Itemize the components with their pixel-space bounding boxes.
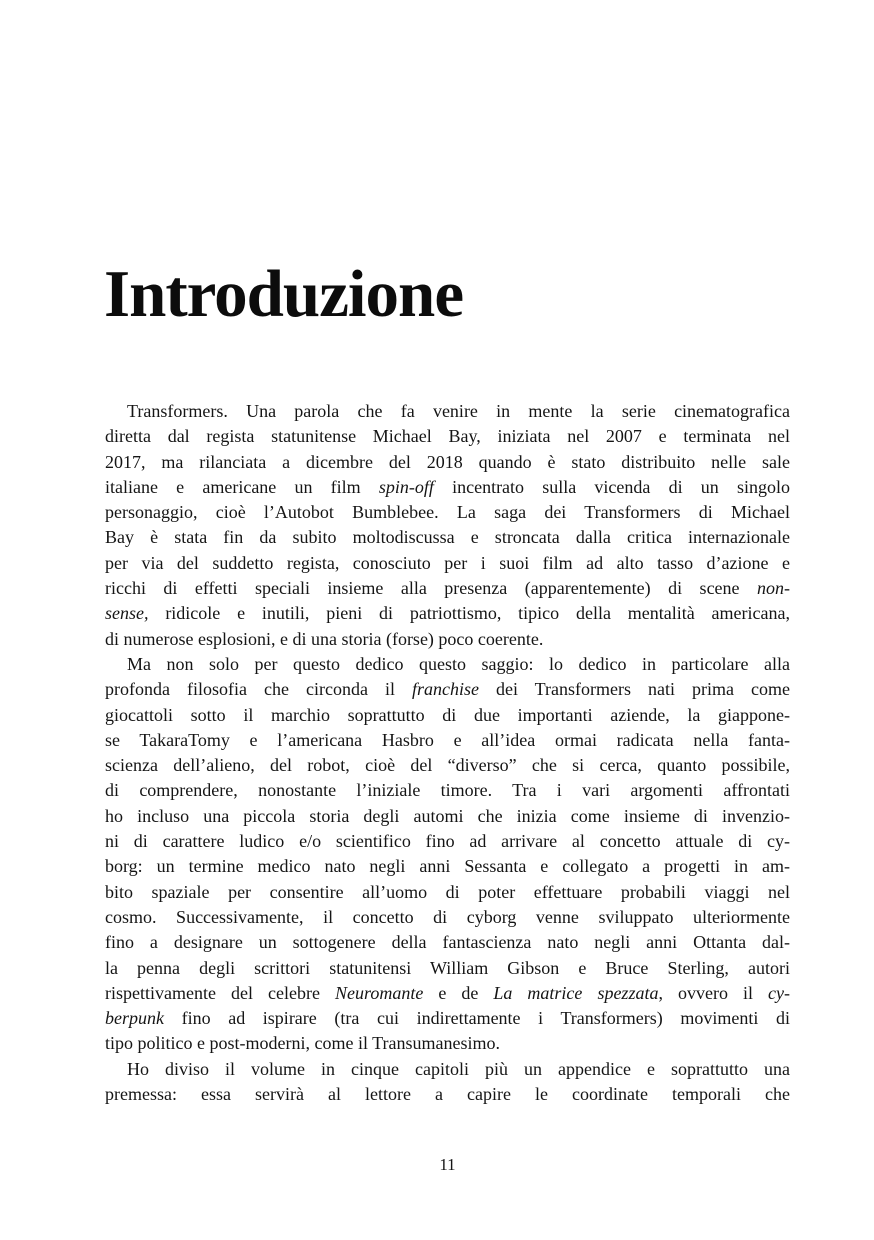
text-segment: ho incluso una piccola storia degli automi che inizia come insieme di invenzio- xyxy=(105,805,790,826)
text-line xyxy=(105,778,790,803)
text-line xyxy=(105,1057,790,1082)
text-segment: dei Transformers nati prima come xyxy=(478,679,790,700)
text-line xyxy=(105,728,790,753)
text-segment: profonda filosofia che circonda il xyxy=(105,679,412,700)
text-line xyxy=(105,500,790,525)
text-segment: per via del suddetto regista, conosciuto per i suoi film ad alto tasso d’azione e xyxy=(105,552,790,573)
text-segment: di numerose esplosioni, e di una storia (forse) poco coerente. xyxy=(105,628,544,649)
text-segment: e de xyxy=(423,982,494,1003)
text-line xyxy=(105,450,790,475)
text-line xyxy=(105,576,790,601)
italic-text-segment: La matrice spezzata xyxy=(493,982,659,1003)
text-segment: bito spaziale per consentire all’uomo di poter effettuare probabili viaggi nel xyxy=(105,881,790,902)
text-segment: di comprendere, nonostante l’iniziale timore. Tra i vari argomenti affrontati xyxy=(105,780,790,801)
text-line xyxy=(105,753,790,778)
text-line xyxy=(105,829,790,854)
text-segment: personaggio, cioè l’Autobot Bumblebee. La saga dei Transformers di Michael xyxy=(105,502,790,523)
chapter-title: Introduzione xyxy=(104,257,464,331)
text-segment: fino ad ispirare (tra cui indirettamente i Transformers) movimenti di xyxy=(163,1008,790,1029)
text-line xyxy=(105,905,790,930)
text-line xyxy=(105,399,790,424)
text-line xyxy=(105,551,790,576)
text-segment: , ovvero il xyxy=(658,982,769,1003)
text-segment: 2017, ma rilanciata a dicembre del 2018 quando è stato distribuito nelle sale xyxy=(105,451,790,472)
text-segment: borg: un termine medico nato negli anni Sessanta e collegato a progetti in am- xyxy=(105,856,790,877)
text-segment: ridicole e inutili, pieni di patriottismo, tipico della mentalità americana, xyxy=(148,603,790,624)
text-segment: fino a designare un sottogenere della fantascienza nato negli anni Ottanta dal- xyxy=(105,932,790,953)
text-line xyxy=(105,880,790,905)
text-line xyxy=(105,424,790,449)
page-number: 11 xyxy=(439,1155,456,1174)
text-line xyxy=(105,677,790,702)
italic-text-segment: spin-off xyxy=(378,476,434,497)
text-segment: ni di carattere ludico e/o scientifico fino ad arrivare al concetto attuale di cy- xyxy=(105,831,790,852)
text-segment: tipo politico e post-moderni, come il Transumanesimo. xyxy=(105,1033,500,1054)
italic-text-segment: sense, xyxy=(105,603,149,624)
text-line xyxy=(105,804,790,829)
text-segment: Ho diviso il volume in cinque capitoli più un appendice e soprattutto una xyxy=(127,1058,790,1079)
text-segment: Bay è stata fin da subito moltodiscussa e stroncata dalla critica internazionale xyxy=(105,527,790,548)
text-segment: scienza dell’alieno, del robot, cioè del “diverso” che si cerca, quanto possibile, xyxy=(105,755,790,776)
text-line xyxy=(105,930,790,955)
text-segment: rispettivamente del celebre xyxy=(105,982,335,1003)
italic-text-segment: non- xyxy=(757,578,790,599)
text-segment: Transformers. Una parola che fa venire in mente la serie cinematografica xyxy=(127,401,790,421)
text-segment: premessa: essa servirà al lettore a capire le coordinate temporali che xyxy=(105,1084,790,1105)
text-segment: ricchi di effetti speciali insieme alla presenza (apparentemente) di scene xyxy=(105,578,757,599)
text-segment: giocattoli sotto il marchio soprattutto di due importanti aziende, la giappone- xyxy=(105,704,790,725)
italic-text-segment: franchise xyxy=(411,679,479,700)
text-line xyxy=(105,956,790,981)
text-segment: diretta dal regista statunitense Michael Bay, iniziata nel 2007 e terminata nel xyxy=(105,426,790,447)
text-line xyxy=(105,475,790,500)
text-line xyxy=(105,627,790,652)
text-line xyxy=(105,525,790,550)
text-line xyxy=(105,1006,790,1031)
text-segment: la penna degli scrittori statunitensi William Gibson e Bruce Sterling, autori xyxy=(105,957,790,978)
italic-text-segment: Neuromante xyxy=(335,982,424,1003)
text-line xyxy=(105,601,790,626)
text-segment: cosmo. Successivamente, il concetto di cyborg venne sviluppato ulteriormente xyxy=(105,906,790,927)
text-segment: incentrato sulla vicenda di un singolo xyxy=(433,476,790,497)
body-text xyxy=(105,399,790,1107)
text-line xyxy=(105,1082,790,1107)
text-segment: italiane e americane un film xyxy=(105,476,379,497)
text-line xyxy=(105,981,790,1006)
text-line xyxy=(105,854,790,879)
text-line xyxy=(105,1031,790,1056)
italic-text-segment: berpunk xyxy=(105,1008,164,1029)
text-segment: se TakaraTomy e l’americana Hasbro e all’idea ormai radicata nella fanta- xyxy=(105,729,790,750)
text-line xyxy=(105,703,790,728)
text-line xyxy=(105,652,790,677)
italic-text-segment: cy- xyxy=(768,982,790,1003)
text-segment: Ma non solo per questo dedico questo saggio: lo dedico in particolare alla xyxy=(127,653,790,674)
